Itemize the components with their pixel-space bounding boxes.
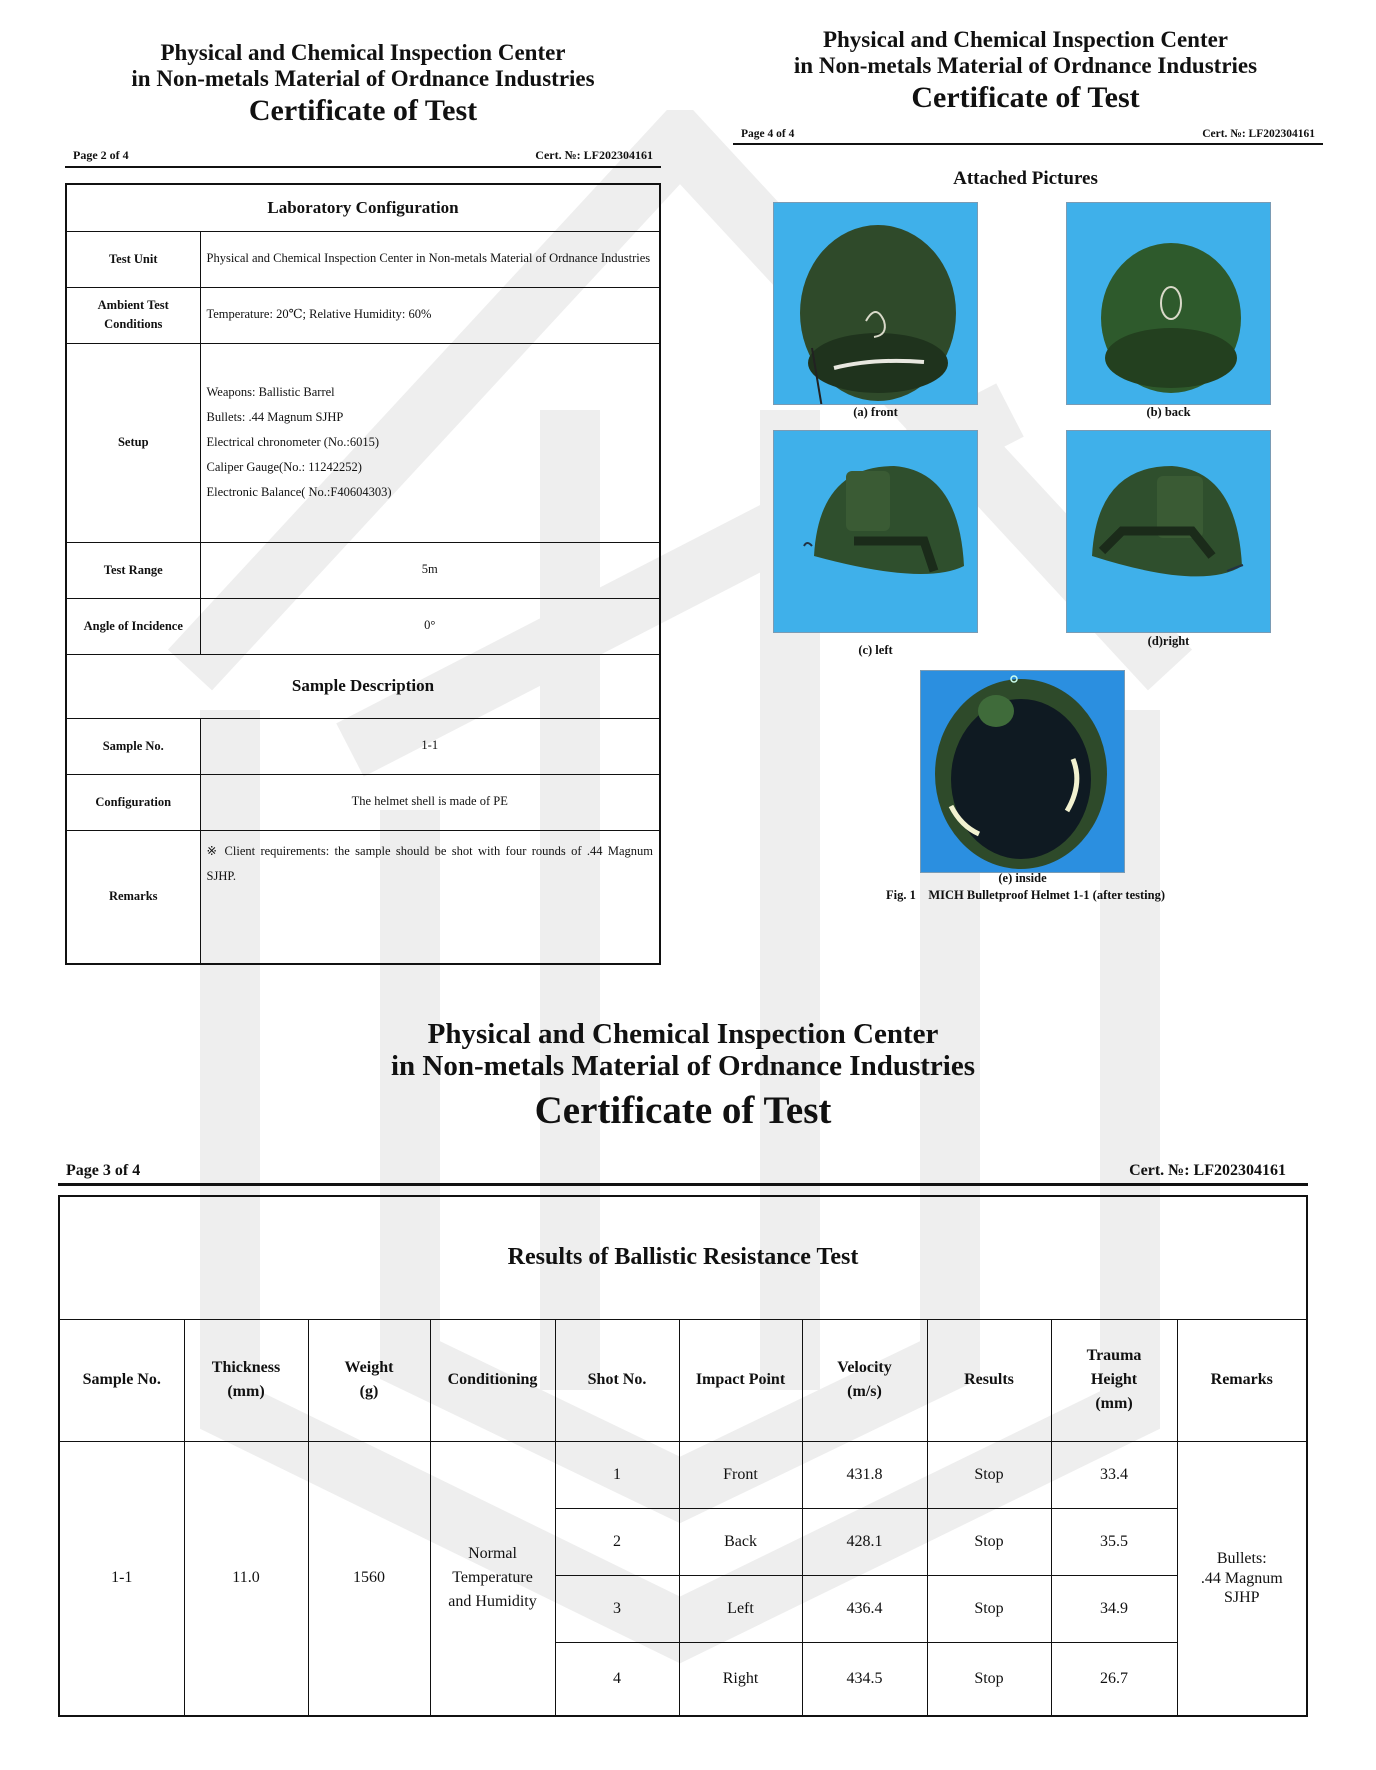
cell-result: Stop [927, 1441, 1051, 1508]
col-header-text: Results [964, 1371, 1014, 1388]
certificate-title: Certificate of Test [911, 80, 1140, 114]
col-header-weight [308, 1319, 430, 1441]
label-sample-no: Sample No. [66, 718, 200, 774]
label-ambient-line1: Ambient Test [97, 298, 169, 313]
page2-header [65, 40, 661, 127]
page3-header [58, 1018, 1308, 1133]
cell-velocity: 431.8 [802, 1441, 927, 1508]
helmet-photo-right [1066, 430, 1271, 633]
figure-caption: Fig. 1 MICH Bulletproof Helmet 1-1 (after testing) [886, 888, 1165, 902]
helmet-photo-left [773, 430, 978, 633]
page3-pagebar [58, 1162, 1308, 1186]
col-header-text: Height [1090, 1371, 1138, 1388]
table-row-remarks [66, 830, 660, 964]
org-name-line2: in Non-metals Material of Ordnance Industries [391, 1050, 975, 1083]
setup-line: Caliper Gauge(No.: 11242252) [206, 460, 362, 474]
col-header-unit: (mm) [227, 1383, 265, 1400]
value-ambient-conditions: Temperature: 20℃; Relative Humidity: 60% [200, 287, 660, 343]
cell-shot-no: 4 [555, 1642, 679, 1716]
attached-pictures-title: Attached Pictures [953, 168, 1098, 189]
table-row-angle [66, 598, 660, 654]
table-row-setup [66, 343, 660, 542]
helmet-photo-back [1066, 202, 1271, 405]
page-number: Page 2 of 4 [73, 148, 129, 162]
label-configuration: Configuration [66, 774, 200, 830]
caption-left: (c) left [858, 643, 893, 657]
org-name-line2: in Non-metals Material of Ordnance Industries [793, 52, 1258, 78]
value-configuration: The helmet shell is made of PE [200, 774, 660, 830]
col-header-text: Conditioning [447, 1371, 538, 1388]
cell-conditioning [430, 1441, 555, 1716]
setup-line: Bullets: .44 Magnum SJHP [206, 410, 344, 424]
conditioning-line: and Humidity [448, 1593, 537, 1611]
value-remarks: ※ Client requirements: the sample should be shot with four rounds of .44 Magnum SJHP. [200, 830, 660, 964]
cert-number: Cert. №: LF202304161 [1129, 1162, 1286, 1179]
cell-shot-no: 2 [555, 1508, 679, 1575]
label-angle-of-incidence: Angle of Incidence [66, 598, 200, 654]
cell-result: Stop [927, 1508, 1051, 1575]
col-header-velocity [802, 1319, 927, 1441]
cell-impact-point: Back [679, 1508, 802, 1575]
value-setup [200, 343, 660, 542]
remarks-line: Bullets: [1216, 1550, 1267, 1568]
org-name-line1: Physical and Chemical Inspection Center [822, 27, 1229, 52]
cell-impact-point: Right [679, 1642, 802, 1716]
label-test-unit: Test Unit [66, 231, 200, 287]
col-header-thickness [184, 1319, 308, 1441]
org-name-line2: in Non-metals Material of Ordnance Industries [131, 65, 595, 91]
org-name-line1: Physical and Chemical Inspection Center [427, 1018, 939, 1050]
cell-velocity: 436.4 [802, 1575, 927, 1642]
cell-shot-no: 1 [555, 1441, 679, 1508]
label-test-range: Test Range [66, 542, 200, 598]
cell-impact-point: Front [679, 1441, 802, 1508]
page-number: Page 4 of 4 [741, 128, 795, 140]
helmet-photo-front [773, 202, 978, 405]
col-header-text: Velocity [837, 1359, 892, 1376]
col-header-shot-no [555, 1319, 679, 1441]
caption-back: (b) back [1146, 405, 1191, 419]
label-setup: Setup [66, 343, 200, 542]
col-header-remarks [1177, 1319, 1307, 1441]
table-row-test-range [66, 542, 660, 598]
col-header-text: Thickness [211, 1359, 281, 1376]
certificate-title: Certificate of Test [534, 1088, 832, 1132]
col-header-text: Remarks [1210, 1371, 1273, 1388]
table-title: Results of Ballistic Resistance Test [59, 1196, 1307, 1319]
col-header-text: Shot No. [587, 1371, 647, 1388]
cell-thickness: 11.0 [184, 1441, 308, 1716]
helmet-photo-inside [920, 670, 1125, 873]
remarks-line: .44 Magnum [1200, 1569, 1283, 1587]
page-number: Page 3 of 4 [66, 1162, 141, 1179]
value-angle-of-incidence: 0° [200, 598, 660, 654]
cell-shot-no: 3 [555, 1575, 679, 1642]
table-header-row [59, 1319, 1307, 1441]
col-header-unit: (m/s) [847, 1383, 882, 1400]
section-title-lab-config: Laboratory Configuration [66, 184, 660, 231]
cell-remarks [1177, 1441, 1307, 1716]
table-row-test-unit [66, 231, 660, 287]
label-remarks: Remarks [66, 830, 200, 964]
col-header-conditioning [430, 1319, 555, 1441]
setup-line: Weapons: Ballistic Barrel [206, 385, 335, 399]
remarks-line: SJHP [1223, 1588, 1260, 1606]
value-sample-no: 1-1 [200, 718, 660, 774]
col-header-text: Weight [344, 1359, 394, 1376]
table-row [59, 1441, 1307, 1508]
conditioning-line: Normal [468, 1545, 517, 1563]
certificate-title: Certificate of Test [248, 93, 478, 127]
col-header-unit: (mm) [1095, 1395, 1133, 1412]
table-row-sample-no [66, 718, 660, 774]
cell-velocity: 434.5 [802, 1642, 927, 1716]
laboratory-configuration-table [65, 183, 661, 965]
caption-front: (a) front [853, 405, 898, 419]
col-header-results [927, 1319, 1051, 1441]
table-row-configuration [66, 774, 660, 830]
caption-inside: (e) inside [998, 871, 1047, 885]
cert-number: Cert. №: LF202304161 [535, 148, 653, 162]
conditioning-line: Temperature [452, 1569, 533, 1587]
col-header-unit: (g) [359, 1383, 379, 1400]
page4-pagebar [733, 128, 1323, 145]
ballistic-results-table [58, 1195, 1308, 1717]
cell-result: Stop [927, 1575, 1051, 1642]
col-header-trauma-height [1051, 1319, 1177, 1441]
table-row-ambient [66, 287, 660, 343]
section-title-sample-description: Sample Description [66, 654, 660, 718]
col-header-text: Sample No. [82, 1371, 161, 1388]
col-header-text: Impact Point [695, 1371, 786, 1388]
col-header-sample-no [59, 1319, 184, 1441]
value-test-unit: Physical and Chemical Inspection Center in Non-metals Material of Ordnance Industries [200, 231, 660, 287]
setup-line: Electronic Balance( No.:F40604303) [206, 485, 392, 499]
caption-right: (d)right [1147, 634, 1190, 648]
cell-velocity: 428.1 [802, 1508, 927, 1575]
value-test-range: 5m [200, 542, 660, 598]
cell-trauma-height: 26.7 [1051, 1642, 1177, 1716]
setup-line: Electrical chronometer (No.:6015) [206, 435, 379, 449]
cell-trauma-height: 33.4 [1051, 1441, 1177, 1508]
label-ambient-conditions [66, 287, 200, 343]
page2-pagebar [65, 148, 661, 168]
page4-header [733, 27, 1318, 114]
cell-impact-point: Left [679, 1575, 802, 1642]
cell-weight: 1560 [308, 1441, 430, 1716]
col-header-text: Trauma [1086, 1347, 1142, 1364]
cell-trauma-height: 35.5 [1051, 1508, 1177, 1575]
org-name-line1: Physical and Chemical Inspection Center [160, 40, 566, 65]
label-ambient-line2: Conditions [104, 317, 163, 331]
cell-result: Stop [927, 1642, 1051, 1716]
cert-number: Cert. №: LF202304161 [1202, 128, 1315, 140]
col-header-impact-point [679, 1319, 802, 1441]
cell-sample-no: 1-1 [59, 1441, 184, 1716]
cell-trauma-height: 34.9 [1051, 1575, 1177, 1642]
